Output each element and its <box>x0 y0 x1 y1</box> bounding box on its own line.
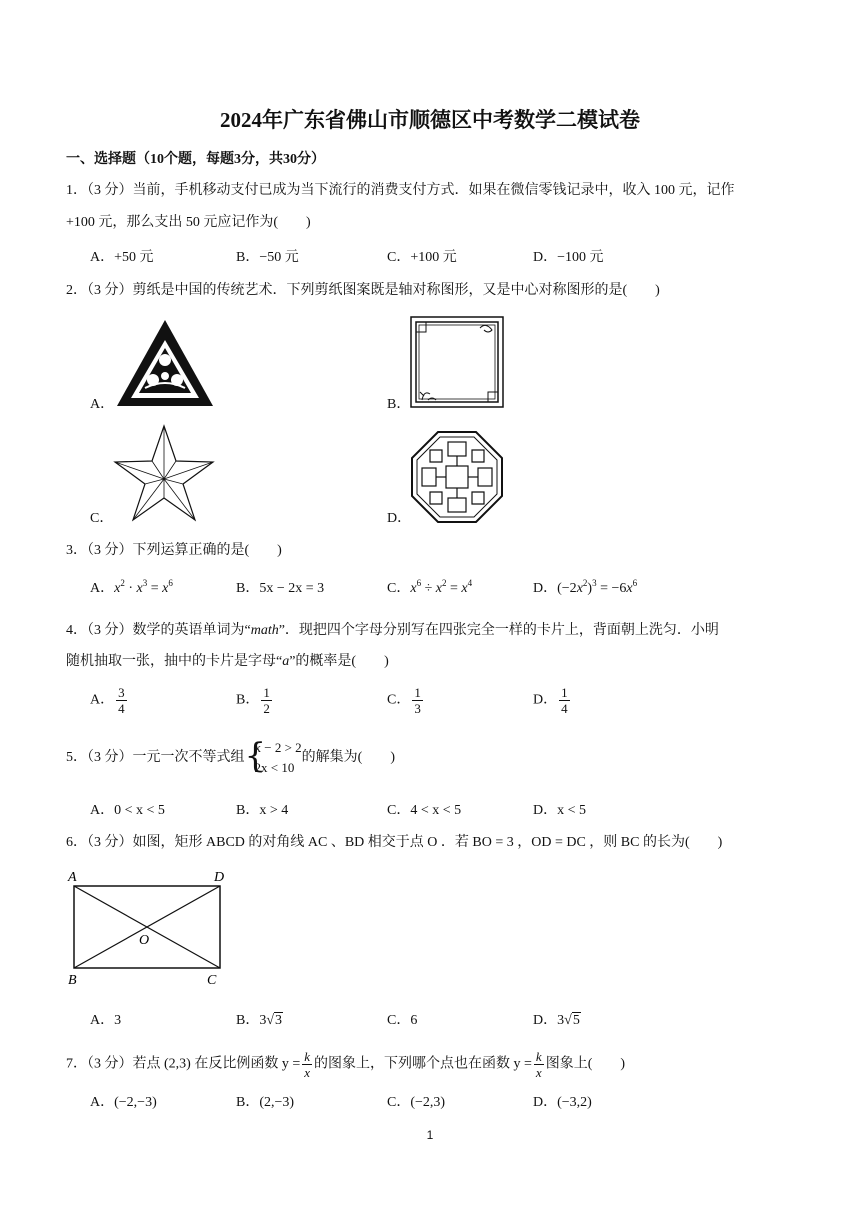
q4-option-d: D． $\frac{1}{4}$ <box>533 685 568 716</box>
page-title: 2024年广东省佛山市顺德区中考数学二模试卷 <box>220 108 640 132</box>
q3-option-a: A．$x^2 \cdot x^3 = x^6$ <box>90 578 173 596</box>
section-heading: 一、选择题（10个题，每题3分，共30分） <box>66 152 325 167</box>
q3-text: 3．（3 分）下列运算正确的是( ) <box>66 543 282 558</box>
q6-text: 6．（3 分）如图，矩形 ABCD 的对角线 AC 、BD 相交于点 O ．若 BO = 3 ，OD = DC ，则 BC 的长为( ) <box>66 835 723 850</box>
q1-option-c: C．+100 元 <box>387 250 457 265</box>
q6-option-c: C．6 <box>387 1013 418 1028</box>
q2-label-d: D． <box>387 511 412 526</box>
q4-line1: 4．（3 分）数学的英语单词为“math”．现把四个字母分别写在四张完全一样的卡片上，背面朝上洗匀．小明 <box>66 623 719 638</box>
triangle-papercut-figure <box>115 318 215 408</box>
q3-option-d: D．$(-2x^2)^3 = -6x^6$ <box>533 578 638 596</box>
q4-option-b: B． $\frac{1}{2}$ <box>236 685 270 716</box>
q5-text: 5．（3 分）一元一次不等式组 { x − 2 > 2 2x < 10 的解集为( ) <box>66 736 395 776</box>
q5-option-b: B．x > 4 <box>236 803 289 818</box>
q4-option-c: C． $\frac{1}{3}$ <box>387 685 421 716</box>
page-number: 1 <box>426 1128 434 1142</box>
point-c-label: C <box>207 973 217 988</box>
q1-option-b: B．−50 元 <box>236 250 299 265</box>
point-a-label: A <box>68 870 77 885</box>
q4-line2: 随机抽取一张，抽中的卡片是字母“a”的概率是( ) <box>66 654 389 669</box>
q5-option-d: D．x < 5 <box>533 803 587 818</box>
q7-option-c: C．(−2,3) <box>387 1095 446 1110</box>
q7-text: 7．（3 分）若点 (2,3) 在反比例函数 y = $\frac{k}{x}$ 的图象上，下列哪个点也在函数 y = $\frac{k}{x}$ 图象上( ) <box>66 1049 626 1080</box>
q6-option-d: D．3√5 <box>533 1013 580 1028</box>
q7-option-b: B．(2,−3) <box>236 1095 295 1110</box>
rectangle-abcd-diagram <box>64 866 234 990</box>
q4-option-a: A． $\frac{3}{4}$ <box>90 685 125 716</box>
q1-line1: 1．（3 分）当前，手机移动支付已成为当下流行的消费支付方式．如果在微信零钱记录中，收入 100 元，记作 <box>66 183 735 198</box>
q1-line2: +100 元，那么支出 50 元应记作为( ) <box>66 215 311 230</box>
q3-option-c: C．$x^6 \div x^2 = x^4$ <box>387 578 473 596</box>
q6-option-a: A．3 <box>90 1013 122 1028</box>
star-papercut-figure <box>113 424 215 522</box>
q7-option-a: A．(−2,−3) <box>90 1095 157 1110</box>
q5-option-c: C．4 < x < 5 <box>387 803 462 818</box>
q5-option-a: A．0 < x < 5 <box>90 803 165 818</box>
q2-text: 2．（3 分）剪纸是中国的传统艺术．下列剪纸图案既是轴对称图形，又是中心对称图形的是( ) <box>66 283 660 298</box>
q7-option-d: D．(−3,2) <box>533 1095 592 1110</box>
q2-label-a: A． <box>90 397 115 412</box>
q6-option-b: B．3√3 <box>236 1013 283 1028</box>
q2-label-b: B． <box>387 397 411 412</box>
q3-option-b: B．5x − 2x = 3 <box>236 581 325 596</box>
point-b-label: B <box>68 973 77 988</box>
octagon-lattice-papercut-figure <box>410 430 504 524</box>
q2-label-c: C． <box>90 511 114 526</box>
point-o-label: O <box>139 933 150 948</box>
q1-option-a: A．+50 元 <box>90 250 154 265</box>
square-frame-papercut-figure <box>410 316 504 408</box>
q1-option-d: D．−100 元 <box>533 250 604 265</box>
point-d-label: D <box>214 870 225 885</box>
